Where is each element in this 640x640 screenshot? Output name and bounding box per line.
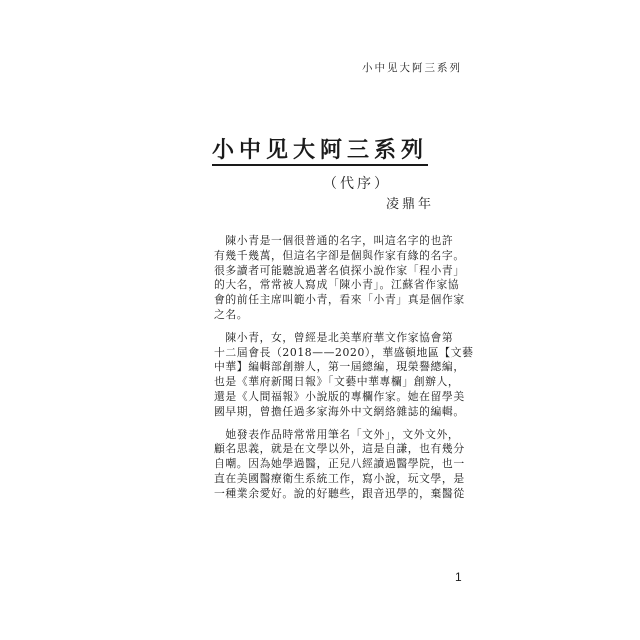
text-line: 中華】編輯部創辦人，第一屆總編，現榮譽總編， [214,360,465,374]
text-line: 一種業余愛好。說的好聽些，跟音迅學的，棄醫從 [214,486,465,500]
text-line: 的大名，常常被人寫成「陳小青」。江蘇省作家協 [214,278,460,292]
text-line: 有幾千幾萬，但這名字卻是個與作家有緣的名字。 [214,248,465,262]
page-title-text: 小中见大阿三系列 [212,137,428,166]
text-line: 會的前任主席叫範小青，看來「小青」真是個作家 [214,293,465,307]
paragraph [214,428,464,502]
text-line: 陳小青是一個很普通的名字，叫這名字的也許 [214,234,454,247]
text-line: 很多讀者可能聽說過著名偵探小說作家「程小青」 [214,263,465,277]
paragraph [214,330,474,420]
text-line: 之名。 [214,307,249,321]
running-header: 小中见大阿三系列 [362,62,462,74]
text-line: 也是《華府新聞日報》「文藝中華專欄」創辦人， [214,375,460,389]
author-name: 凌鼎年 [386,197,435,212]
text-line: 自嘲。因為她學過醫，正兒八經讀過醫學院，也一 [214,457,465,471]
text-line: 她發表作品時常常用筆名「文外」，文外文外， [214,427,460,441]
text-line: 陳小青，女，曾經是北美華府華文作家協會第 [214,330,454,344]
page-title [0,133,640,164]
subtitle: （代序） [323,176,391,192]
body-text [214,234,474,510]
text-line: 顧名思義，就是在文學以外，這是自謙，也有幾分 [214,442,465,456]
text-line: 國早期，曾擔任過多家海外中文網絡雜誌的編輯。 [214,404,465,418]
text-line: 直在美國醫療衛生系統工作，寫小說，玩文學，是 [214,471,465,485]
page-number: 1 [455,570,462,584]
text-line: 還是《人間福報》小說版的專欄作家。她在留學美 [214,389,465,403]
paragraph [214,234,464,323]
text-line: 十二屆會長（2018——2020），華盛頓地區【文藝 [214,345,474,359]
